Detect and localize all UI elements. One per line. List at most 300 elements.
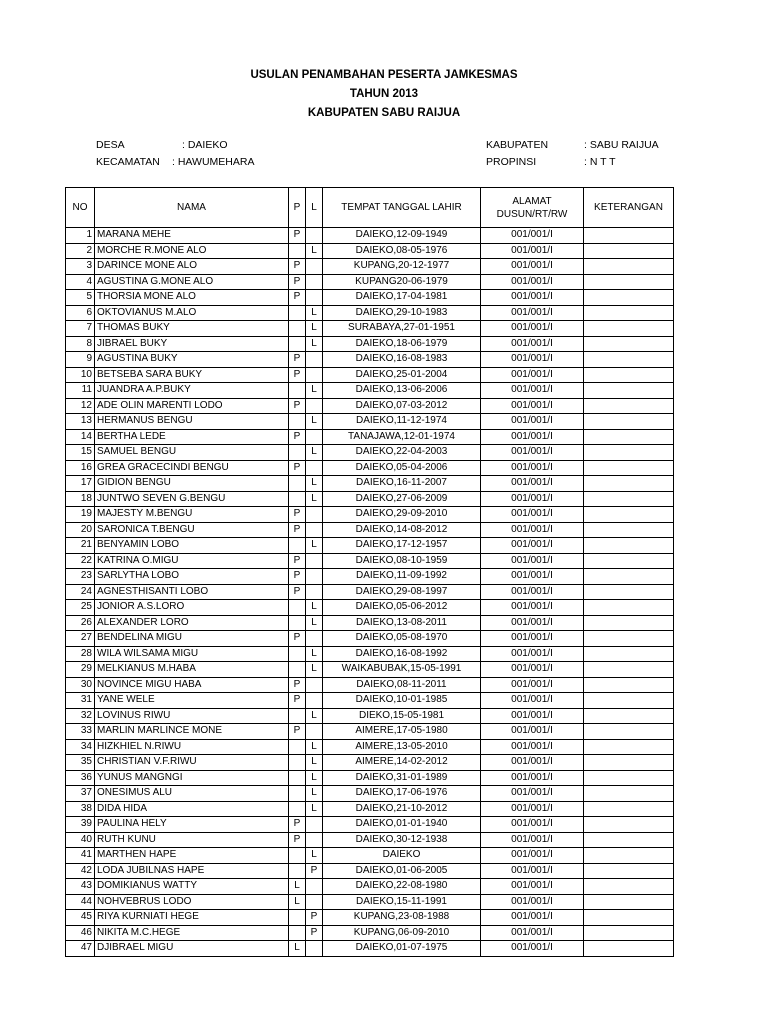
document-regency: KABUPATEN SABU RAIJUA	[307, 107, 461, 119]
table-row	[66, 274, 674, 290]
row-no: 38	[66, 801, 95, 817]
row-tempat-tanggal-lahir: DAIEKO,25-01-2004	[323, 367, 481, 383]
row-l: P	[306, 910, 323, 926]
row-no: 36	[66, 770, 95, 786]
row-keterangan	[584, 352, 674, 368]
row-no: 8	[66, 336, 95, 352]
table-row	[66, 522, 674, 538]
desa-label: DESA	[96, 139, 125, 151]
table-row	[66, 538, 674, 554]
row-tempat-tanggal-lahir: DAIEKO,31-01-1989	[323, 770, 481, 786]
row-no: 7	[66, 321, 95, 337]
row-tempat-tanggal-lahir: DAIEKO	[323, 848, 481, 864]
row-tempat-tanggal-lahir: DAIEKO,17-04-1981	[323, 290, 481, 306]
row-p	[289, 755, 306, 771]
row-tempat-tanggal-lahir: DAIEKO,11-12-1974	[323, 414, 481, 430]
row-keterangan	[584, 879, 674, 895]
row-keterangan	[584, 429, 674, 445]
row-tempat-tanggal-lahir: DAIEKO,21-10-2012	[323, 801, 481, 817]
row-no: 29	[66, 662, 95, 678]
row-keterangan	[584, 941, 674, 957]
row-l	[306, 584, 323, 600]
row-no: 40	[66, 832, 95, 848]
row-tempat-tanggal-lahir: KUPANG,20-12-1977	[323, 259, 481, 275]
row-no: 23	[66, 569, 95, 585]
row-nama: SARLYTHA LOBO	[95, 569, 289, 585]
document-year: TAHUN 2013	[349, 88, 419, 100]
row-no: 15	[66, 445, 95, 461]
row-nama: NOHVEBRUS LODO	[95, 894, 289, 910]
row-keterangan	[584, 770, 674, 786]
row-nama: BENDELINA MIGU	[95, 631, 289, 647]
row-nama: CHRISTIAN V.F.RIWU	[95, 755, 289, 771]
row-no: 37	[66, 786, 95, 802]
row-nama: MELKIANUS M.HABA	[95, 662, 289, 678]
row-l: L	[306, 491, 323, 507]
table-row	[66, 290, 674, 306]
row-tempat-tanggal-lahir: WAIKABUBAK,15-05-1991	[323, 662, 481, 678]
row-keterangan	[584, 615, 674, 631]
row-keterangan	[584, 367, 674, 383]
row-alamat: 001/001/I	[481, 522, 584, 538]
row-no: 18	[66, 491, 95, 507]
table-row	[66, 677, 674, 693]
row-no: 25	[66, 600, 95, 616]
row-alamat: 001/001/I	[481, 755, 584, 771]
table-row	[66, 321, 674, 337]
row-nama: NOVINCE MIGU HABA	[95, 677, 289, 693]
row-keterangan	[584, 507, 674, 523]
row-alamat: 001/001/I	[481, 538, 584, 554]
row-no: 2	[66, 243, 95, 259]
row-l: L	[306, 321, 323, 337]
row-nama: ONESIMUS ALU	[95, 786, 289, 802]
row-p: L	[289, 879, 306, 895]
row-nama: JUNTWO SEVEN G.BENGU	[95, 491, 289, 507]
row-p: P	[289, 569, 306, 585]
row-keterangan	[584, 414, 674, 430]
row-no: 43	[66, 879, 95, 895]
row-l: L	[306, 786, 323, 802]
table-row	[66, 507, 674, 523]
propinsi-label: PROPINSI	[486, 156, 537, 168]
meta-kecamatan	[96, 154, 254, 171]
row-tempat-tanggal-lahir: DAIEKO,01-06-2005	[323, 863, 481, 879]
row-keterangan	[584, 383, 674, 399]
row-p	[289, 801, 306, 817]
row-alamat: 001/001/I	[481, 848, 584, 864]
table-row	[66, 724, 674, 740]
row-keterangan	[584, 631, 674, 647]
row-l	[306, 941, 323, 957]
row-p: P	[289, 274, 306, 290]
row-p: P	[289, 584, 306, 600]
header-tempat-tanggal-lahir: TEMPAT TANGGAL LAHIR	[323, 188, 481, 228]
row-l	[306, 569, 323, 585]
document-title: USULAN PENAMBAHAN PESERTA JAMKESMAS	[250, 69, 518, 81]
row-p	[289, 863, 306, 879]
row-no: 47	[66, 941, 95, 957]
row-alamat: 001/001/I	[481, 243, 584, 259]
row-l	[306, 817, 323, 833]
row-nama: GREA GRACECINDI BENGU	[95, 460, 289, 476]
row-no: 32	[66, 708, 95, 724]
row-nama: LODA JUBILNAS HAPE	[95, 863, 289, 879]
row-no: 19	[66, 507, 95, 523]
row-nama: JUANDRA A.P.BUKY	[95, 383, 289, 399]
row-p	[289, 848, 306, 864]
row-alamat: 001/001/I	[481, 817, 584, 833]
row-p: P	[289, 228, 306, 244]
row-tempat-tanggal-lahir: DAIEKO,01-01-1940	[323, 817, 481, 833]
row-nama: HERMANUS BENGU	[95, 414, 289, 430]
meta-right	[486, 137, 659, 171]
row-tempat-tanggal-lahir: DAIEKO,16-08-1992	[323, 646, 481, 662]
row-keterangan	[584, 259, 674, 275]
row-no: 13	[66, 414, 95, 430]
header-p: P	[289, 188, 306, 228]
table-row	[66, 848, 674, 864]
header-keterangan: KETERANGAN	[584, 188, 674, 228]
row-alamat: 001/001/I	[481, 879, 584, 895]
row-tempat-tanggal-lahir: DAIEKO,18-06-1979	[323, 336, 481, 352]
table-row	[66, 693, 674, 709]
row-alamat: 001/001/I	[481, 445, 584, 461]
row-tempat-tanggal-lahir: DAIEKO,01-07-1975	[323, 941, 481, 957]
row-alamat: 001/001/I	[481, 228, 584, 244]
row-nama: MAJESTY M.BENGU	[95, 507, 289, 523]
row-nama: KATRINA O.MIGU	[95, 553, 289, 569]
row-p	[289, 925, 306, 941]
table-row	[66, 429, 674, 445]
row-nama: AGNESTHISANTI LOBO	[95, 584, 289, 600]
row-l: L	[306, 538, 323, 554]
row-keterangan	[584, 538, 674, 554]
row-no: 24	[66, 584, 95, 600]
propinsi-value: : N T T	[584, 156, 616, 168]
row-p	[289, 491, 306, 507]
kecamatan-label: KECAMATAN	[96, 156, 160, 168]
row-p	[289, 336, 306, 352]
row-nama: MORCHE R.MONE ALO	[95, 243, 289, 259]
row-tempat-tanggal-lahir: KUPANG20-06-1979	[323, 274, 481, 290]
row-p: P	[289, 507, 306, 523]
row-tempat-tanggal-lahir: DAIEKO,08-05-1976	[323, 243, 481, 259]
row-keterangan	[584, 739, 674, 755]
row-p	[289, 243, 306, 259]
row-nama: DIDA HIDA	[95, 801, 289, 817]
row-l: L	[306, 476, 323, 492]
row-no: 3	[66, 259, 95, 275]
row-keterangan	[584, 817, 674, 833]
row-p	[289, 786, 306, 802]
row-nama: GIDION BENGU	[95, 476, 289, 492]
row-alamat: 001/001/I	[481, 910, 584, 926]
row-nama: BETSEBA SARA BUKY	[95, 367, 289, 383]
row-l: L	[306, 708, 323, 724]
row-no: 41	[66, 848, 95, 864]
row-alamat: 001/001/I	[481, 615, 584, 631]
row-l	[306, 693, 323, 709]
row-l: L	[306, 445, 323, 461]
row-alamat: 001/001/I	[481, 321, 584, 337]
row-tempat-tanggal-lahir: KUPANG,06-09-2010	[323, 925, 481, 941]
row-keterangan	[584, 274, 674, 290]
row-keterangan	[584, 848, 674, 864]
table-row	[66, 879, 674, 895]
row-nama: ALEXANDER LORO	[95, 615, 289, 631]
row-tempat-tanggal-lahir: DAIEKO,17-12-1957	[323, 538, 481, 554]
row-keterangan	[584, 600, 674, 616]
header-nama: NAMA	[95, 188, 289, 228]
row-alamat: 001/001/I	[481, 429, 584, 445]
row-nama: SAMUEL BENGU	[95, 445, 289, 461]
table-row	[66, 553, 674, 569]
table-row	[66, 305, 674, 321]
row-alamat: 001/001/I	[481, 863, 584, 879]
row-p: P	[289, 259, 306, 275]
row-l	[306, 367, 323, 383]
row-nama: WILA WILSAMA MIGU	[95, 646, 289, 662]
row-no: 22	[66, 553, 95, 569]
row-no: 26	[66, 615, 95, 631]
row-keterangan	[584, 662, 674, 678]
row-no: 30	[66, 677, 95, 693]
table-row	[66, 445, 674, 461]
row-l: L	[306, 662, 323, 678]
table-row	[66, 755, 674, 771]
meta-desa	[96, 137, 254, 154]
table-header-row	[66, 188, 674, 228]
row-l	[306, 894, 323, 910]
table-row	[66, 584, 674, 600]
row-no: 46	[66, 925, 95, 941]
row-no: 14	[66, 429, 95, 445]
row-alamat: 001/001/I	[481, 569, 584, 585]
row-p: P	[289, 522, 306, 538]
row-nama: YANE WELE	[95, 693, 289, 709]
row-tempat-tanggal-lahir: DAIEKO,08-11-2011	[323, 677, 481, 693]
row-tempat-tanggal-lahir: DAIEKO,11-09-1992	[323, 569, 481, 585]
row-p	[289, 708, 306, 724]
row-nama: MARTHEN HAPE	[95, 848, 289, 864]
row-l: L	[306, 615, 323, 631]
table-row	[66, 414, 674, 430]
row-keterangan	[584, 569, 674, 585]
row-keterangan	[584, 290, 674, 306]
table-row	[66, 569, 674, 585]
row-keterangan	[584, 460, 674, 476]
row-no: 20	[66, 522, 95, 538]
row-no: 11	[66, 383, 95, 399]
header-alamat: ALAMAT DUSUN/RT/RW	[481, 188, 584, 228]
row-alamat: 001/001/I	[481, 631, 584, 647]
row-tempat-tanggal-lahir: DAIEKO,13-06-2006	[323, 383, 481, 399]
row-l: L	[306, 755, 323, 771]
row-l	[306, 398, 323, 414]
row-keterangan	[584, 476, 674, 492]
table-row	[66, 352, 674, 368]
row-l	[306, 274, 323, 290]
table-row	[66, 631, 674, 647]
row-p	[289, 600, 306, 616]
table-row	[66, 398, 674, 414]
row-alamat: 001/001/I	[481, 801, 584, 817]
row-keterangan	[584, 925, 674, 941]
table-row	[66, 460, 674, 476]
row-nama: JIBRAEL BUKY	[95, 336, 289, 352]
row-p	[289, 476, 306, 492]
table-row	[66, 925, 674, 941]
row-no: 31	[66, 693, 95, 709]
row-l: L	[306, 739, 323, 755]
row-l: L	[306, 770, 323, 786]
row-tempat-tanggal-lahir: SURABAYA,27-01-1951	[323, 321, 481, 337]
row-l: L	[306, 801, 323, 817]
row-keterangan	[584, 584, 674, 600]
row-no: 33	[66, 724, 95, 740]
row-l	[306, 553, 323, 569]
row-keterangan	[584, 755, 674, 771]
row-p	[289, 910, 306, 926]
row-l: L	[306, 646, 323, 662]
row-no: 10	[66, 367, 95, 383]
row-keterangan	[584, 491, 674, 507]
row-alamat: 001/001/I	[481, 724, 584, 740]
row-keterangan	[584, 445, 674, 461]
header-l: L	[306, 188, 323, 228]
row-keterangan	[584, 336, 674, 352]
row-l: P	[306, 925, 323, 941]
row-no: 27	[66, 631, 95, 647]
row-no: 42	[66, 863, 95, 879]
row-p	[289, 414, 306, 430]
row-alamat: 001/001/I	[481, 708, 584, 724]
row-l: L	[306, 243, 323, 259]
row-nama: DOMIKIANUS WATTY	[95, 879, 289, 895]
table-row	[66, 894, 674, 910]
table-row	[66, 367, 674, 383]
row-l	[306, 522, 323, 538]
row-l: L	[306, 305, 323, 321]
table-row	[66, 786, 674, 802]
row-alamat: 001/001/I	[481, 336, 584, 352]
row-alamat: 001/001/I	[481, 786, 584, 802]
table-row	[66, 615, 674, 631]
row-nama: DJIBRAEL MIGU	[95, 941, 289, 957]
row-tempat-tanggal-lahir: DAIEKO,29-09-2010	[323, 507, 481, 523]
row-keterangan	[584, 646, 674, 662]
row-p: P	[289, 553, 306, 569]
row-tempat-tanggal-lahir: DAIEKO,29-08-1997	[323, 584, 481, 600]
row-alamat: 001/001/I	[481, 894, 584, 910]
row-nama: AGUSTINA BUKY	[95, 352, 289, 368]
row-l: L	[306, 600, 323, 616]
row-p: P	[289, 398, 306, 414]
row-alamat: 001/001/I	[481, 383, 584, 399]
row-nama: BERTHA LEDE	[95, 429, 289, 445]
row-keterangan	[584, 522, 674, 538]
row-alamat: 001/001/I	[481, 414, 584, 430]
row-p: P	[289, 631, 306, 647]
row-l: L	[306, 848, 323, 864]
row-l	[306, 228, 323, 244]
row-tempat-tanggal-lahir: DAIEKO,30-12-1938	[323, 832, 481, 848]
row-l	[306, 352, 323, 368]
row-no: 5	[66, 290, 95, 306]
row-tempat-tanggal-lahir: DAIEKO,05-04-2006	[323, 460, 481, 476]
row-alamat: 001/001/I	[481, 662, 584, 678]
row-tempat-tanggal-lahir: DAIEKO,10-01-1985	[323, 693, 481, 709]
row-alamat: 001/001/I	[481, 476, 584, 492]
row-nama: RIYA KURNIATI HEGE	[95, 910, 289, 926]
table-row	[66, 817, 674, 833]
row-nama: AGUSTINA G.MONE ALO	[95, 274, 289, 290]
row-tempat-tanggal-lahir: AIMERE,17-05-1980	[323, 724, 481, 740]
row-alamat: 001/001/I	[481, 941, 584, 957]
desa-value: : DAIEKO	[182, 139, 228, 151]
row-tempat-tanggal-lahir: AIMERE,14-02-2012	[323, 755, 481, 771]
row-keterangan	[584, 910, 674, 926]
row-p	[289, 538, 306, 554]
row-no: 17	[66, 476, 95, 492]
row-p: P	[289, 352, 306, 368]
row-keterangan	[584, 708, 674, 724]
row-p: P	[289, 367, 306, 383]
table-row	[66, 476, 674, 492]
table-row	[66, 383, 674, 399]
row-alamat: 001/001/I	[481, 770, 584, 786]
row-alamat: 001/001/I	[481, 398, 584, 414]
row-tempat-tanggal-lahir: AIMERE,13-05-2010	[323, 739, 481, 755]
document-title-block	[0, 66, 768, 123]
row-tempat-tanggal-lahir: DAIEKO,05-06-2012	[323, 600, 481, 616]
table-row	[66, 228, 674, 244]
row-nama: RUTH KUNU	[95, 832, 289, 848]
row-tempat-tanggal-lahir: KUPANG,23-08-1988	[323, 910, 481, 926]
row-tempat-tanggal-lahir: TANAJAWA,12-01-1974	[323, 429, 481, 445]
row-p: P	[289, 724, 306, 740]
row-alamat: 001/001/I	[481, 352, 584, 368]
row-keterangan	[584, 321, 674, 337]
row-p: L	[289, 941, 306, 957]
row-tempat-tanggal-lahir: DAIEKO,15-11-1991	[323, 894, 481, 910]
row-alamat: 001/001/I	[481, 693, 584, 709]
table-row	[66, 801, 674, 817]
row-p: P	[289, 817, 306, 833]
row-keterangan	[584, 243, 674, 259]
row-nama: MARLIN MARLINCE MONE	[95, 724, 289, 740]
table-row	[66, 259, 674, 275]
table-row	[66, 600, 674, 616]
row-nama: YUNUS MANGNGI	[95, 770, 289, 786]
row-p: L	[289, 894, 306, 910]
row-tempat-tanggal-lahir: DAIEKO,14-08-2012	[323, 522, 481, 538]
row-nama: THOMAS BUKY	[95, 321, 289, 337]
row-l: L	[306, 383, 323, 399]
row-alamat: 001/001/I	[481, 646, 584, 662]
row-l	[306, 631, 323, 647]
row-p	[289, 445, 306, 461]
row-keterangan	[584, 786, 674, 802]
row-keterangan	[584, 863, 674, 879]
row-keterangan	[584, 305, 674, 321]
row-p	[289, 646, 306, 662]
row-nama: HIZKHIEL N.RIWU	[95, 739, 289, 755]
row-keterangan	[584, 801, 674, 817]
row-tempat-tanggal-lahir: DAIEKO,16-11-2007	[323, 476, 481, 492]
meta-propinsi	[486, 154, 659, 171]
